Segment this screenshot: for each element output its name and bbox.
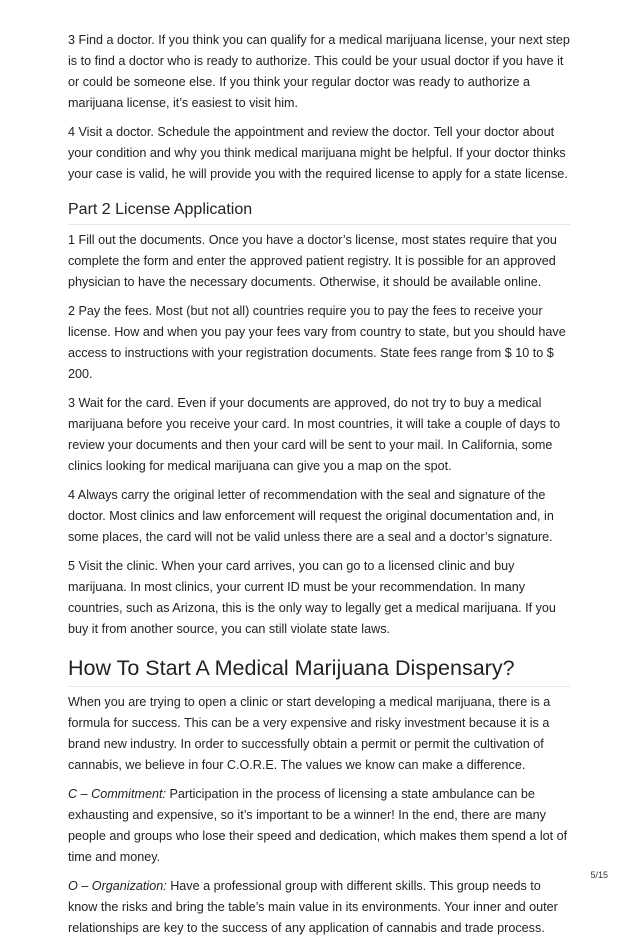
paragraph-visit-doctor: 4 Visit a doctor. Schedule the appointment and review the doctor. Tell your doctor about your condition and why you think medical marijuana might be helpful. If your doctor thinks your case is valid, he will provide you with the required license to apply for a state license. bbox=[68, 125, 568, 181]
commitment-text: Participation in the process of licensing a state ambulance can be exhausting and expensive, so it’s important to be a winner! In the end, there are many people and groups who lose their speed and dedication, which makes them spend a lot of time and money. bbox=[68, 787, 568, 864]
paragraph-find-doctor: 3 Find a doctor. If you think you can qualify for a medical marijuana license, your next step is to find a doctor who is ready to authorize. This could be your usual doctor if you have it or could be someone else. If you think your regular doctor was ready to authorize a marijuana license, it’s easiest to visit him. bbox=[68, 33, 570, 110]
paragraph-carry-letter: 4 Always carry the original letter of recommendation with the seal and signature of the doctor. Most clinics and law enforcement will request the original documentation and, in some places, the card will not be valid unless there are a seal and a doctor’s signature. bbox=[68, 488, 554, 544]
heading-dispensary: How To Start A Medical Marijuana Dispensary? bbox=[68, 656, 570, 687]
paragraph-pay-fees: 2 Pay the fees. Most (but not all) countries require you to pay the fees to receive your license. How and when you pay your fees vary from country to state, but you should have access to instructions with your registration documents. State fees range from $ 10 to $ 200. bbox=[68, 304, 566, 381]
paragraph-visit-clinic: 5 Visit the clinic. When your card arrives, you can go to a licensed clinic and buy marijuana. In most clinics, your current ID must be your recommendation. In many countries, such as Arizona, this is the only way to legally get a medical marijuana. If you buy it from another source, you can still violate state laws. bbox=[68, 559, 556, 636]
heading-part2: Part 2 License Application bbox=[68, 201, 570, 225]
paragraph-organization bbox=[68, 876, 570, 939]
organization-label: O – Organization: bbox=[68, 879, 167, 893]
document-page bbox=[68, 30, 570, 939]
paragraph-fill-documents: 1 Fill out the documents. Once you have a doctor’s license, most states require that you complete the form and enter the approved patient registry. It is possible for an approved physician to have the necessary documents. Otherwise, it should be available online. bbox=[68, 233, 557, 289]
page-number: 5/15 bbox=[590, 870, 608, 880]
commitment-label: C – Commitment: bbox=[68, 787, 166, 801]
paragraph-wait-card: 3 Wait for the card. Even if your documents are approved, do not try to buy a medical marijuana before you receive your card. In most countries, it will take a couple of days to review your documents and then your card will be sent to your mail. In California, some clinics looking for medical marijuana can give you a map on the spot. bbox=[68, 396, 561, 473]
paragraph-intro: When you are trying to open a clinic or start developing a medical marijuana, there is a formula for success. This can be a very expensive and risky investment because it is a brand new industry. In order to successfully obtain a permit or permit the cultivation of cannabis, we believe in four C.O.R.E. The values we know can make a difference. bbox=[68, 695, 551, 772]
organization-text: Have a professional group with different skills. This group needs to know the risks and bring the table’s main value in its environments. Your inner and outer relationships are key to the success of any application of cannabis and trade process. bbox=[68, 879, 558, 935]
paragraph-commitment bbox=[68, 784, 570, 868]
